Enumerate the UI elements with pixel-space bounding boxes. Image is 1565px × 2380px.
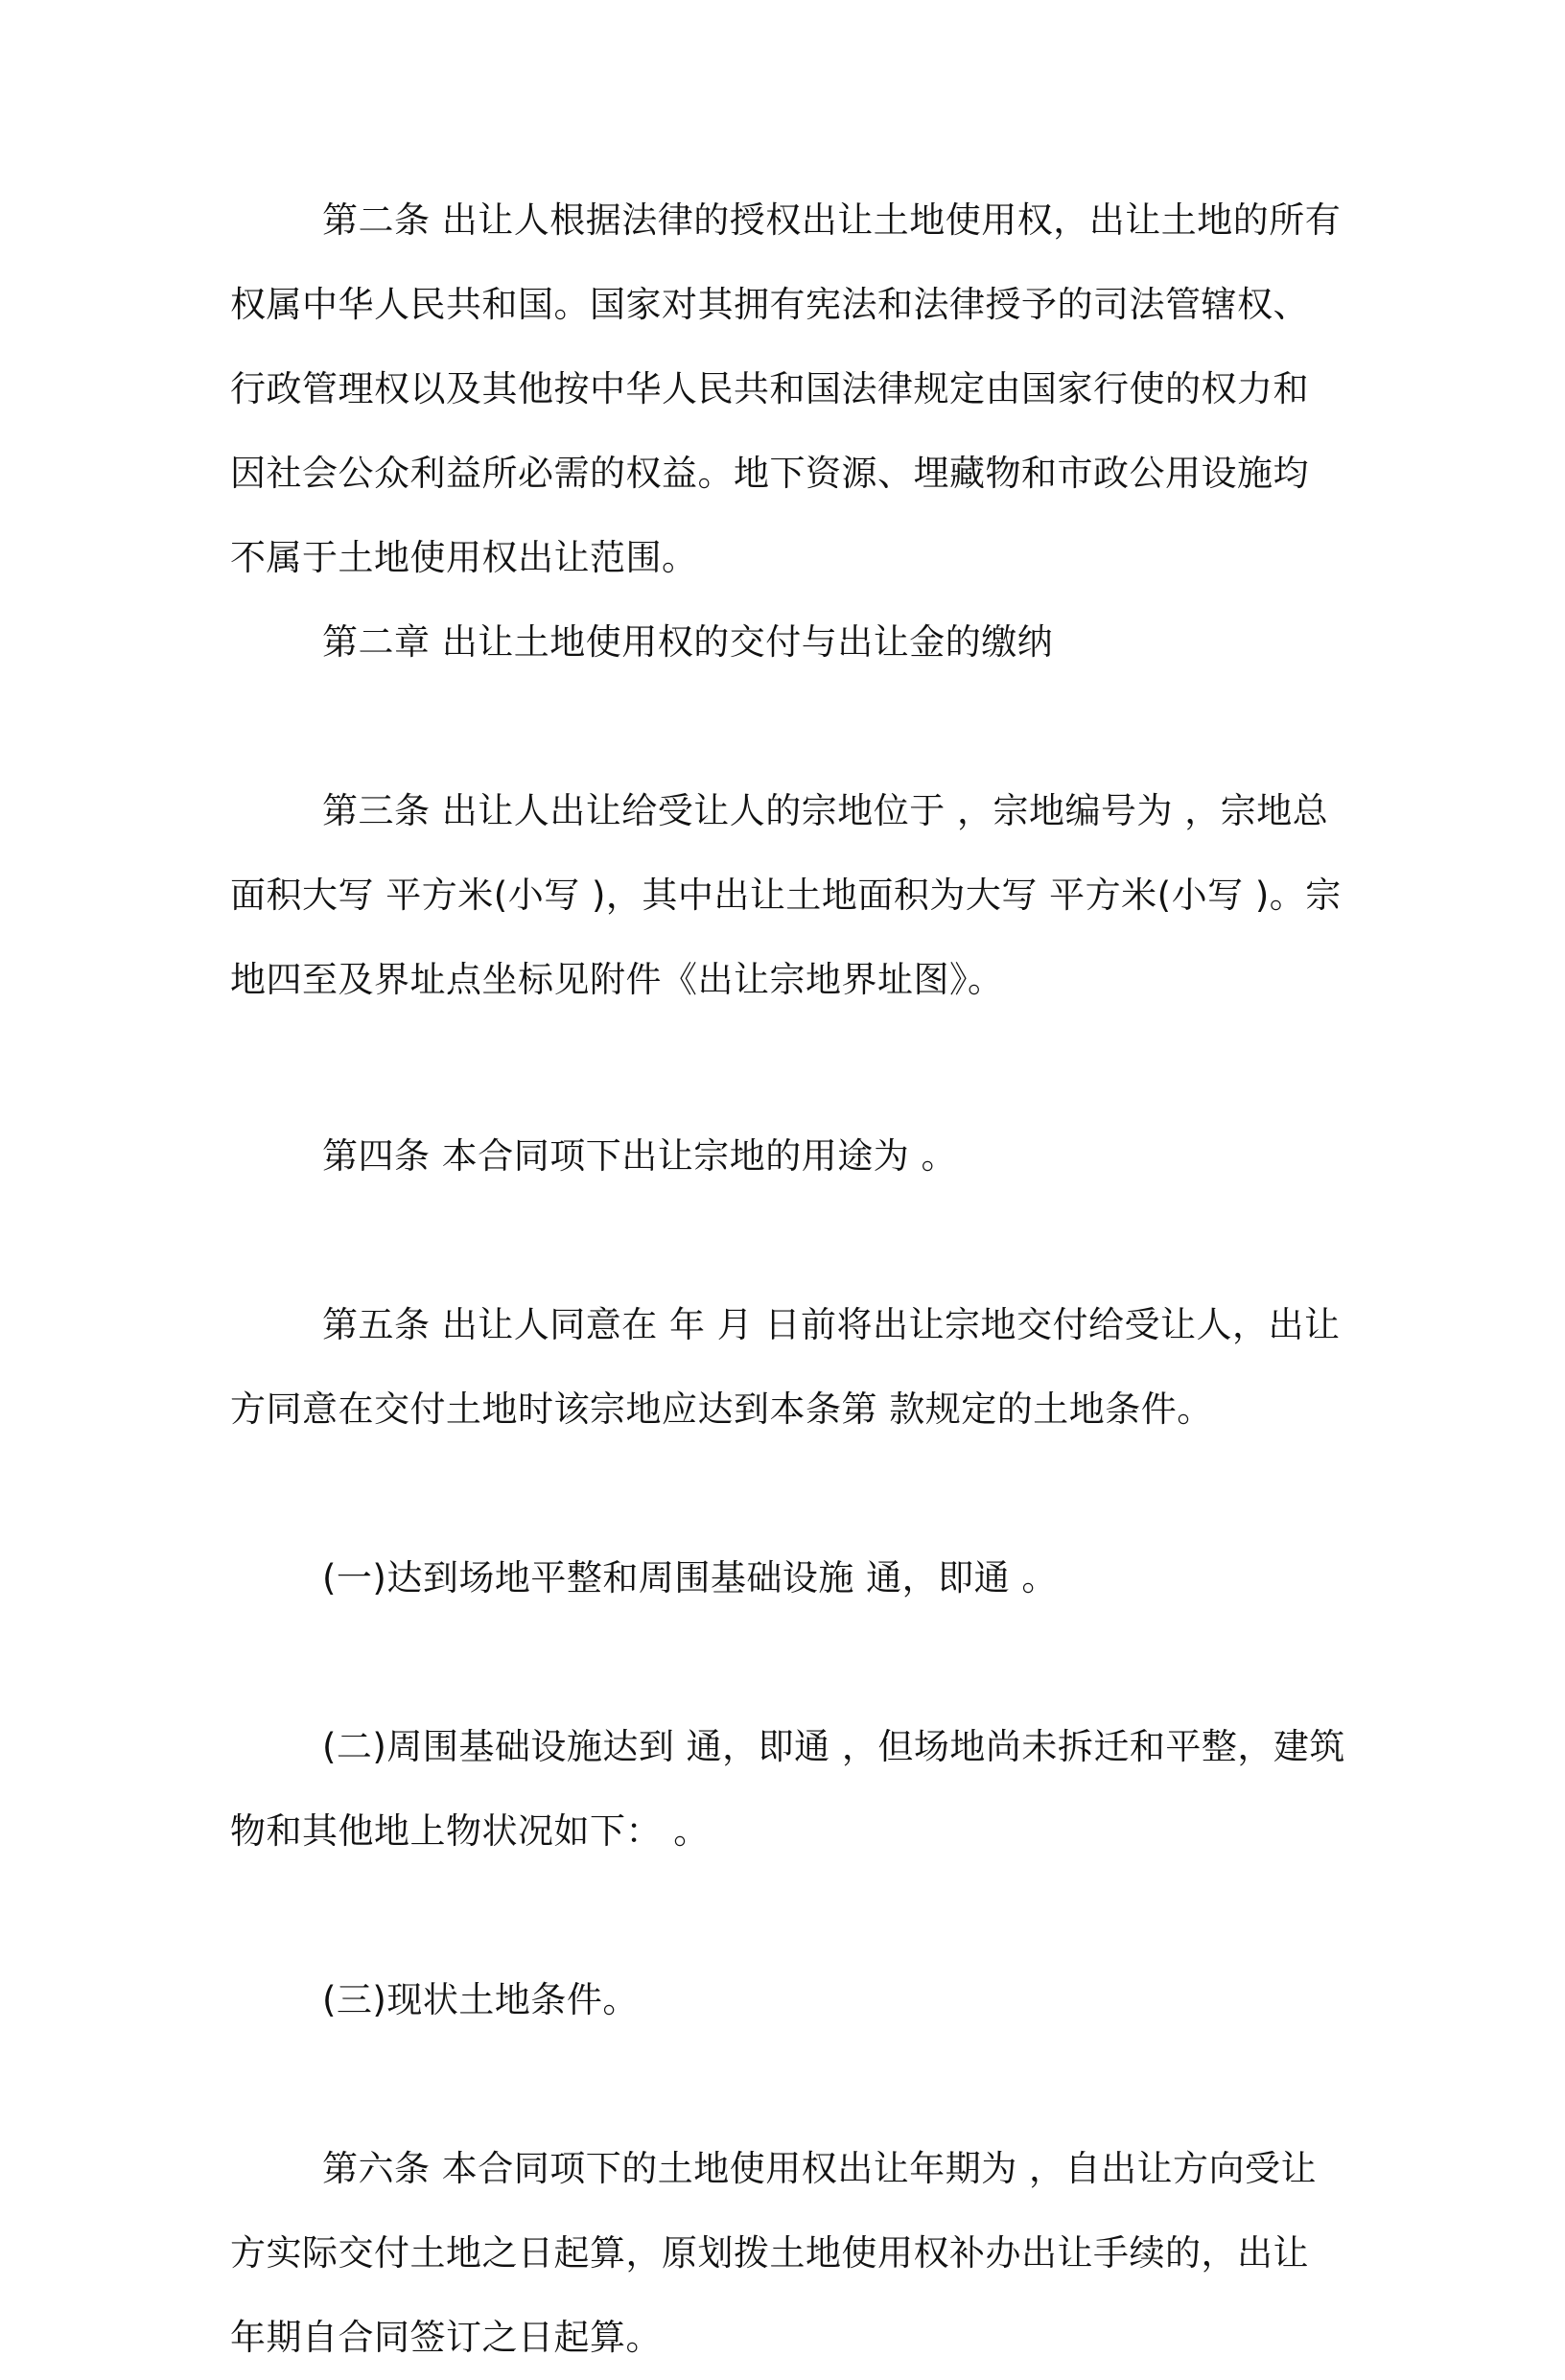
paragraph-line: 第三条 出让人出让给受让人的宗地位于 ，宗地编号为 ，宗地总 bbox=[322, 790, 1329, 831]
paragraph-line: 第二章 出让土地使用权的交付与出让金的缴纳 bbox=[322, 621, 1054, 663]
paragraph-line: 行政管理权以及其他按中华人民共和国法律规定由国家行使的权力和 bbox=[230, 368, 1309, 409]
paragraph-line: 因社会公众利益所必需的权益。地下资源、埋藏物和市政公用设施均 bbox=[230, 453, 1309, 494]
paragraph-line: 第五条 出让人同意在 年 月 日前将出让宗地交付给受让人，出让 bbox=[322, 1304, 1341, 1345]
paragraph-line: 物和其他地上物状况如下： 。 bbox=[230, 1810, 710, 1852]
paragraph-item-3 bbox=[230, 1958, 1333, 2042]
paragraph-line: (三)现状土地条件。 bbox=[322, 1979, 639, 2020]
paragraph-line: 地四至及界址点坐标见附件《出让宗地界址图》。 bbox=[230, 959, 1004, 1000]
paragraph-article-4 bbox=[230, 1114, 1333, 1199]
paragraph-chapter-2 bbox=[230, 600, 1333, 685]
paragraph-line: (一)达到场地平整和周围基础设施 通，即通 。 bbox=[322, 1557, 1058, 1598]
paragraph-line: 面积大写 平方米(小写 )，其中出让土地面积为大写 平方米(小写 )。宗 bbox=[230, 875, 1342, 916]
paragraph-line: (二)周围基础设施达到 通，即通 ，但场地尚未拆迁和平整，建筑 bbox=[322, 1726, 1345, 1767]
paragraph-article-6 bbox=[230, 2127, 1333, 2380]
paragraph-article-5 bbox=[230, 1283, 1341, 1452]
paragraph-line: 权属中华人民共和国。国家对其拥有宪法和法律授予的司法管辖权、 bbox=[230, 284, 1309, 325]
paragraph-article-3 bbox=[230, 769, 1342, 1022]
paragraph-line: 第二条 出让人根据法律的授权出让土地使用权，出让土地的所有 bbox=[322, 199, 1342, 241]
paragraph-item-2 bbox=[230, 1705, 1345, 1874]
paragraph-line: 第四条 本合同项下出让宗地的用途为 。 bbox=[322, 1135, 958, 1177]
paragraph-line: 年期自合同签订之日起算。 bbox=[230, 2317, 662, 2358]
paragraph-line: 方同意在交付土地时该宗地应达到本条第 款规定的土地条件。 bbox=[230, 1388, 1213, 1430]
paragraph-line: 不属于土地使用权出让范围。 bbox=[230, 537, 698, 578]
paragraph-line: 方实际交付土地之日起算，原划拨土地使用权补办出让手续的，出让 bbox=[230, 2232, 1309, 2274]
paragraph-line: 第六条 本合同项下的土地使用权出让年期为 ，自出让方向受让 bbox=[322, 2148, 1318, 2189]
paragraph-item-1 bbox=[230, 1536, 1333, 1621]
paragraph-article-2 bbox=[230, 178, 1342, 600]
